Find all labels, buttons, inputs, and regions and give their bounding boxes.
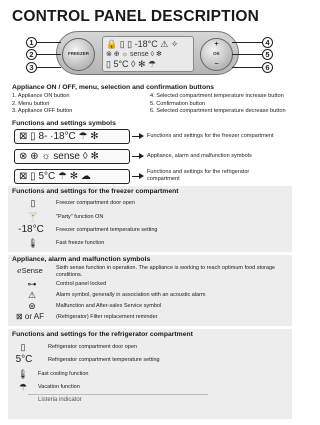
listeria-indicator-label: Listeria indicator (38, 397, 82, 403)
control-panel-illustration (50, 29, 245, 77)
alarm-section (8, 255, 292, 326)
alarm-row-label: Malfunction and After-sales Service symbol (56, 303, 162, 309)
symbols-label-fridge: Functions and settings for the refrigerator compartment (147, 169, 250, 182)
symbols-heading: Functions and settings symbols (12, 120, 116, 127)
divider (28, 394, 208, 395)
display-status-strip (14, 149, 130, 164)
buttons-list-left (12, 93, 72, 116)
freezer-heading: Functions and settings for the freezer compartment (12, 188, 179, 195)
freezer-section (8, 186, 292, 252)
callout-line-1 (37, 42, 61, 43)
alarm-heading: Appliance, alarm and malfunction symbols (12, 256, 151, 263)
buttons-list-right (150, 93, 286, 116)
alarm-icon: ⚠ (27, 290, 37, 300)
button-item-3: 3. Appliance OFF button (12, 108, 73, 114)
minus-icon[interactable]: − (214, 61, 219, 68)
lock-icon: ⊶ (27, 279, 37, 289)
callout-line-5 (232, 54, 262, 55)
freezer-temp-icon: -18°C (18, 224, 44, 235)
callout-line-2 (37, 54, 61, 55)
callout-line-3 (37, 67, 61, 68)
button-item-1: 1. Appliance ON button (12, 93, 70, 99)
freezer-row-label: Fast freeze function (56, 240, 105, 246)
callout-6: 6 (262, 62, 273, 73)
page-title: CONTROL PANEL DESCRIPTION (12, 8, 259, 25)
door-open-icon: ▯ (30, 198, 36, 208)
symbols-label-freezer: Functions and settings for the freezer compartment (147, 133, 274, 139)
party-icon: 🍸 (27, 212, 39, 222)
fridge-row-label: Fast cooling function (38, 371, 89, 377)
display-fridge-symbols: ⊠ ▯ 5°C ☂ ✻ ☁ (19, 171, 91, 182)
button-item-2: 2. Menu button (12, 100, 50, 107)
sixth-sense-icon: ℯSense (17, 266, 43, 275)
panel-display (102, 36, 194, 72)
callout-1: 1 (26, 37, 37, 48)
callout-4: 4 (262, 37, 273, 48)
fast-freeze-icon: 🌡 (27, 238, 39, 248)
callout-line-6 (232, 67, 262, 68)
fridge-row-label: Vacation function (38, 384, 80, 390)
service-icon: ⊛ (28, 301, 36, 311)
button-item-5: 5. Confirmation button (150, 100, 206, 107)
callout-5: 5 (262, 49, 273, 60)
menu-knob[interactable] (62, 38, 95, 71)
fast-cool-icon: 🌡 (17, 369, 29, 379)
arrow-head-2 (139, 153, 144, 159)
freezer-row-label: "Party" function ON (56, 214, 104, 220)
fridge-row-label: Refrigerator compartment temperature setting (48, 357, 160, 363)
alarm-row-label: Alarm symbol, generally in association with an acoustic alarm (56, 292, 206, 298)
freezer-row-label: Freezer compartment temperature setting (56, 227, 158, 233)
fridge-row-label: Refrigerator compartment door open (48, 344, 137, 350)
ok-knob[interactable] (200, 38, 233, 71)
display-status-symbols: ⊗ ⊕ ☼ sense ◊ ✻ (19, 151, 99, 162)
callout-line-4 (232, 42, 262, 43)
plus-icon[interactable]: + (214, 41, 219, 48)
display-fridge-strip (14, 169, 130, 184)
display-status-row: ⊗ ⊕ ☼ sense ◊ ✻ (106, 51, 162, 58)
display-freezer-symbols: ⊠ ▯ 8- ·18°C ☂ ✻ (19, 131, 99, 142)
alarm-row-label: (Refrigerator) Filter replacement reminder (56, 314, 158, 320)
display-freezer-row: 🔒 ▯ ▯ -18°C ⚠ ✧ (106, 39, 179, 49)
display-freezer-strip (14, 129, 130, 144)
menu-knob-label: FREEZER (67, 51, 89, 56)
buttons-heading: Appliance ON / OFF, menu, selection and confirmation buttons (12, 84, 215, 91)
door-open-icon: ▯ (20, 342, 26, 352)
freezer-row-label: Freezer compartment door open (56, 200, 135, 206)
callout-2: 2 (26, 49, 37, 60)
fridge-temp-icon: 5°C (15, 354, 33, 365)
control-panel (56, 31, 239, 75)
callout-3: 3 (26, 62, 37, 73)
arrow-head-1 (139, 133, 144, 139)
display-fridge-row: ▯ 5°C ◊ ✻ ☂ (106, 59, 157, 69)
fridge-section (8, 329, 292, 419)
fridge-heading: Functions and settings for the refrigerator compartment (12, 331, 193, 338)
filter-icon: ⊠ or AF (15, 312, 45, 321)
symbols-label-alarm: Appliance, alarm and malfunction symbols (147, 153, 252, 159)
vacation-icon: ☂ (18, 382, 28, 392)
ok-knob-label: OK (213, 51, 220, 56)
arrow-head-3 (139, 173, 144, 179)
button-item-4: 4. Selected compartment temperature increase button (150, 93, 284, 99)
alarm-row-label: Sixth sense function in operation. The appliance is working to reach optimum food storage conditions. (56, 265, 276, 278)
button-item-6: 6. Selected compartment temperature decrease button (150, 108, 286, 114)
alarm-row-label: Control panel locked (56, 281, 107, 287)
